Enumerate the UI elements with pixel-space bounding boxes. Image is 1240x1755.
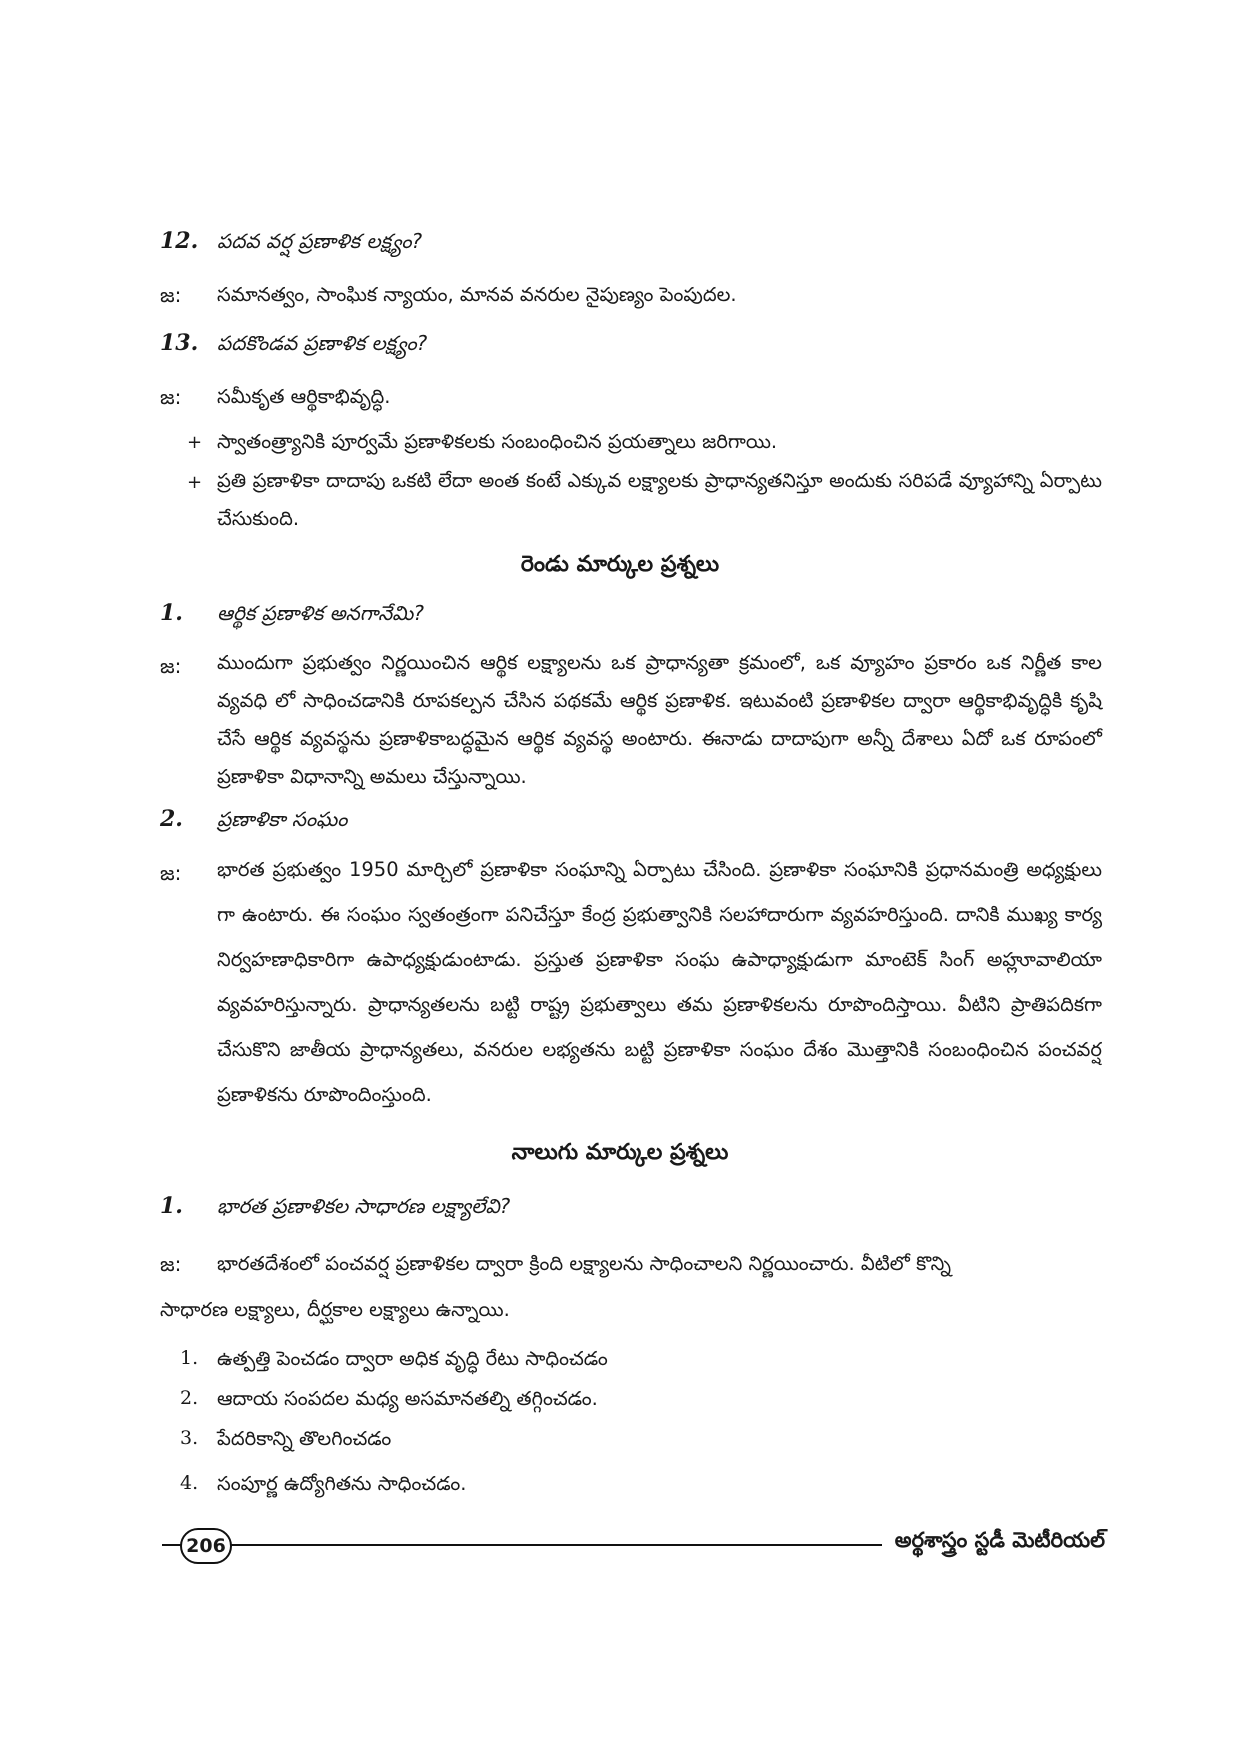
question-number: 12. xyxy=(160,228,199,254)
list-item-number: 4. xyxy=(180,1472,199,1494)
question-number: 1. xyxy=(160,600,183,626)
list-item: ఉత్పత్తి పెంచడం ద్వారా అధిక వృద్ధి రేటు సాధించడం xyxy=(217,1347,608,1370)
list-item-number: 1. xyxy=(180,1347,199,1369)
answer-text: సమీకృత ఆర్థికాభివృద్ధి. xyxy=(217,385,391,408)
bullet-text: స్వాతంత్ర్యానికి పూర్వమే ప్రణాళికలకు సంబంధించిన ప్రయత్నాలు జరిగాయి. xyxy=(217,430,778,453)
question-text: భారత ప్రణాళికల సాధారణ లక్ష్యాలేవి? xyxy=(217,1194,511,1218)
list-item-number: 3. xyxy=(180,1427,199,1449)
bullet-marker: + xyxy=(187,472,203,493)
question-text: ఆర్థిక ప్రణాళిక అనగానేమి? xyxy=(217,601,424,625)
footer-title: అర్థశాస్త్రం స్టడీ మెటీరియల్ xyxy=(894,1528,1105,1552)
list-item: పేదరికాన్ని తొలగించడం xyxy=(217,1427,392,1450)
answer-text: ముందుగా ప్రభుత్వం నిర్ణయించిన ఆర్థిక లక్ష్యాలను ఒక ప్రాధాన్యతా క్రమంలో, ఒక వ్యూహం ప్రకారం ఒక నిర్ణీత కాల వ్యవధి లో సాధించడానికి రూపకల్పన చేసిన పథకమే ఆర్థిక ప్రణాళిక. ఇటువంటి ప్రణాళికల ద్వారా ఆర్థికాభివృద్ధికి కృషి చేసే ఆర్థిక వ్యవస్థను ప్రణాళికాబద్ధమైన ఆర్థిక వ్యవస్థ అంటారు. ఈనాడు దాదాపుగా అన్నీ దేశాలు ఏదో ఒక రూపంలో ప్రణాళికా విధానాన్ని అమలు చేస్తున్నాయి. xyxy=(217,651,1102,788)
question-number: 13. xyxy=(160,330,199,356)
answer-text: భారతదేశంలో పంచవర్ష ప్రణాళికల ద్వారా క్రింది లక్ష్యాలను సాధించాలని నిర్ణయించారు. వీటిలో కొన్ని xyxy=(217,1252,951,1275)
bullet-text: ప్రతి ప్రణాళికా దాదాపు ఒకటి లేదా అంత కంటే ఎక్కువ లక్ష్యాలకు ప్రాధాన్యతనిస్తూ అందుకు సరిపడే వ్యూహాన్ని ఏర్పాటు చేసుకుంది. xyxy=(217,469,1102,530)
answer-label: జ: xyxy=(160,283,182,307)
answer-label: జ: xyxy=(160,654,182,678)
answer-label: జ: xyxy=(160,1252,182,1276)
section-heading: నాలుగు మార్కుల ప్రశ్నలు xyxy=(511,1140,729,1165)
question-number: 2. xyxy=(160,806,183,832)
question-text: పదకొండవ ప్రణాళిక లక్ష్యం? xyxy=(217,331,428,355)
list-item: సంపూర్ణ ఉద్యోగితను సాధించడం. xyxy=(217,1472,467,1495)
bullet-marker: + xyxy=(187,432,203,453)
list-item: ఆదాయ సంపదల మధ్య అసమానతల్ని తగ్గించడం. xyxy=(217,1387,598,1410)
answer-text: సమానత్వం, సాంఘిక న్యాయం, మానవ వనరుల నైపుణ్యం పెంపుదల. xyxy=(217,283,737,306)
answer-text: సాధారణ లక్ష్యాలు, దీర్ఘకాల లక్ష్యాలు ఉన్నాయి. xyxy=(160,1298,510,1321)
question-text: పదవ వర్ష ప్రణాళిక లక్ష్యం? xyxy=(217,229,423,253)
page-number: 206 xyxy=(180,1528,232,1564)
answer-text: భారత ప్రభుత్వం 1950 మార్చిలో ప్రణాళికా సంఘాన్ని ఏర్పాటు చేసింది. ప్రణాళికా సంఘానికి ప్రధానమంత్రి అధ్యక్షులు గా ఉంటారు. ఈ సంఘం స్వతంత్రంగా పనిచేస్తూ కేంద్ర ప్రభుత్వానికి సలహాదారుగా వ్యవహరిస్తుంది. దానికి ముఖ్య కార్య నిర్వహణాధికారిగా ఉపాధ్యక్షుడుంటాడు. ప్రస్తుత ప్రణాళికా సంఘ ఉపాధ్యాక్షుడుగా మాంటెక్ సింగ్ అహ్లూవాలియా వ్యవహరిస్తున్నారు. ప్రాధాన్యతలను బట్టి రాష్ట్ర ప్రభుత్వాలు తమ ప్రణాళికలను రూపొందిస్తాయి. వీటిని ప్రాతిపదికగా చేసుకొని జాతీయ ప్రాధాన్యతలు, వనరుల లభ్యతను బట్టి ప్రణాళికా సంఘం దేశం మొత్తానికి సంబంధించిన పంచవర్ష ప్రణాళికను రూపొందింస్తుంది. xyxy=(217,858,1102,1106)
list-item-number: 2. xyxy=(180,1387,199,1409)
answer-label: జ: xyxy=(160,385,182,409)
answer-label: జ: xyxy=(160,861,182,885)
section-heading: రెండు మార్కుల ప్రశ్నలు xyxy=(520,552,720,577)
question-number: 1. xyxy=(160,1193,183,1219)
question-text: ప్రణాళికా సంఘం xyxy=(217,807,348,831)
footer-rule xyxy=(162,1544,882,1546)
